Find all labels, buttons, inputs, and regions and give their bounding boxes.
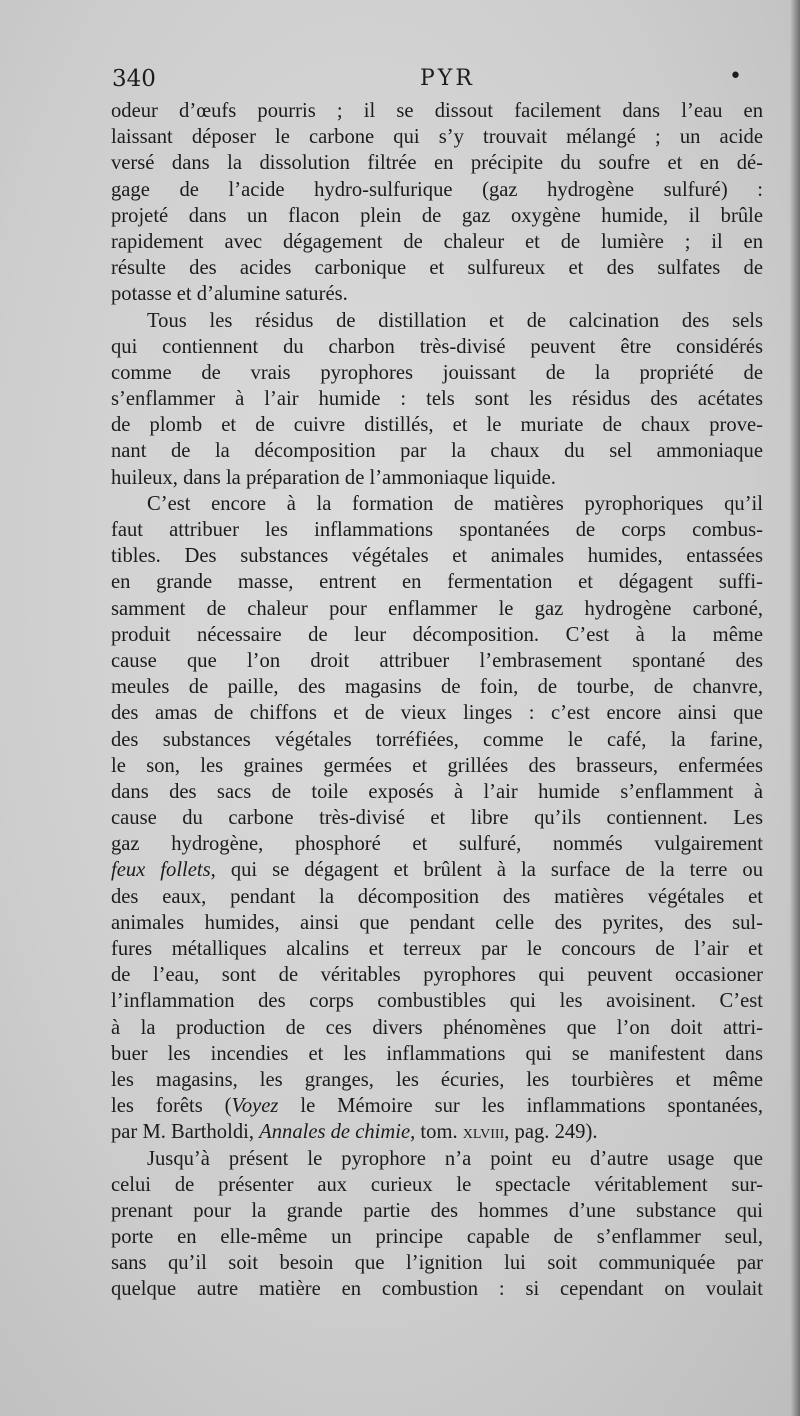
text-line: l’inflammation des corps combustibles qui les avoisinent. C’est (111, 990, 763, 1013)
text-line: des substances végétales torréfiées, comme le café, la farine, (111, 728, 763, 751)
text-line: samment de chaleur pour enflammer le gaz hydrogène carboné, (111, 597, 763, 620)
text-line: odeur d’œufs pourris ; il se dissout facilement dans l’eau en (111, 100, 763, 122)
text-line: cause du carbone très-divisé et libre qu’ils contiennent. Les (111, 807, 763, 830)
text-line: huileux, dans la préparation de l’ammoniaque liquide. (111, 466, 556, 489)
paragraph-start-line: Tous les résidus de distillation et de calcination des sels (147, 309, 763, 332)
text-line: produit nécessaire de leur décomposition. C’est à la même (111, 623, 763, 646)
text-line: résulte des acides carbonique et sulfureux et des sulfates de (111, 257, 763, 280)
text-line: qui contiennent du charbon très-divisé peuvent être considérés (111, 335, 763, 358)
text-line: prenant pour la grande partie des hommes d’une substance qui (111, 1199, 763, 1222)
text-line: sans qu’il soit besoin que l’ignition lui soit communiquée par (111, 1252, 763, 1275)
journal-title: Annales de chimie (259, 1121, 411, 1144)
text-line: les magasins, les granges, les écuries, les tourbières et même (111, 1068, 763, 1091)
text-line: à la production de ces divers phénomènes que l’on doit attri- (111, 1016, 763, 1039)
italic-term: Voyez (231, 1095, 279, 1118)
text-line: gaz hydrogène, phosphoré et sulfuré, nommés vulgairement (111, 833, 763, 856)
paragraph-start-line: Jusqu’à présent le pyrophore n’a point eu d’autre usage que (147, 1147, 763, 1170)
page-edge-shadow (790, 0, 800, 1416)
text-line: s’enflammer à l’air humide : tels sont les résidus des acétates (111, 388, 763, 411)
text-line: feux follets, qui se dégagent et brûlent à la surface de la terre ou (111, 859, 763, 882)
page-header (112, 66, 762, 96)
text-line: celui de présenter aux curieux le spectacle véritablement sur- (111, 1173, 763, 1196)
text-line: rapidement avec dégagement de chaleur et de lumière ; il en (111, 230, 763, 253)
text-line: buer les incendies et les inflammations qui se manifestent dans (111, 1042, 763, 1065)
text-line: projeté dans un flacon plein de gaz oxygène humide, il brûle (111, 204, 763, 227)
text-line: tibles. Des substances végétales et animales humides, entassées (111, 545, 763, 568)
page-number: 340 (112, 66, 156, 92)
text-line: cause que l’on droit attribuer l’embrasement spontané des (111, 649, 763, 672)
volume-numeral: xlviii (462, 1121, 505, 1144)
body-text (111, 98, 763, 1303)
text-line: en grande masse, entrent en fermentation et dégagent suffi- (111, 571, 763, 594)
text-line: comme de vrais pyrophores jouissant de la propriété de (111, 361, 763, 384)
text-line: gage de l’acide hydro-sulfurique (gaz hydrogène sulfuré) : (111, 178, 763, 201)
text-line: des amas de chiffons et de vieux linges : c’est encore ainsi que (111, 702, 763, 725)
text-line: animales humides, ainsi que pendant celle des pyrites, des sul- (111, 911, 763, 934)
running-head: PYR (420, 66, 475, 91)
text-line: versé dans la dissolution filtrée en précipite du soufre et en dé- (111, 152, 763, 175)
text-line: laissant déposer le carbone qui s’y trouvait mélangé ; un acide (111, 126, 763, 149)
text-line: par M. Bartholdi, Annales de chimie, tom. xlviii, pag. 249). (111, 1121, 598, 1144)
text-line: nant de la décomposition par la chaux du sel ammoniaque (111, 440, 763, 463)
text-line: fures métalliques alcalins et terreux par le concours de l’air et (111, 938, 763, 960)
text-line: porte en elle-même un principe capable de s’enflammer seul, (111, 1226, 763, 1249)
text-line: dans des sacs de toile exposés à l’air humide s’enflamment à (111, 780, 763, 803)
text-line: de l’eau, sont de véritables pyrophores qui peuvent occasioner (111, 964, 763, 987)
text-line: quelque autre matière en combustion : si cependant on voulait (111, 1278, 763, 1301)
paragraph-start-line: C’est encore à la formation de matières pyrophoriques qu’il (147, 492, 763, 515)
text-line: faut attribuer les inflammations spontanées de corps combus- (111, 519, 763, 541)
text-line: de plomb et de cuivre distillés, et le muriate de chaux prove- (111, 414, 763, 437)
text-line: potasse et d’alumine saturés. (111, 283, 348, 306)
text-line: les forêts (Voyez le Mémoire sur les inflammations spontanées, (111, 1095, 763, 1118)
text-line: meules de paille, des magasins de foin, de tourbe, de chanvre, (111, 676, 763, 699)
italic-term: feux follets (111, 859, 211, 882)
header-mark: • (729, 64, 742, 89)
text-line: des eaux, pendant la décomposition des matières végétales et (111, 885, 763, 908)
text-line: le son, les graines germées et grillées des brasseurs, enfermées (111, 754, 763, 777)
